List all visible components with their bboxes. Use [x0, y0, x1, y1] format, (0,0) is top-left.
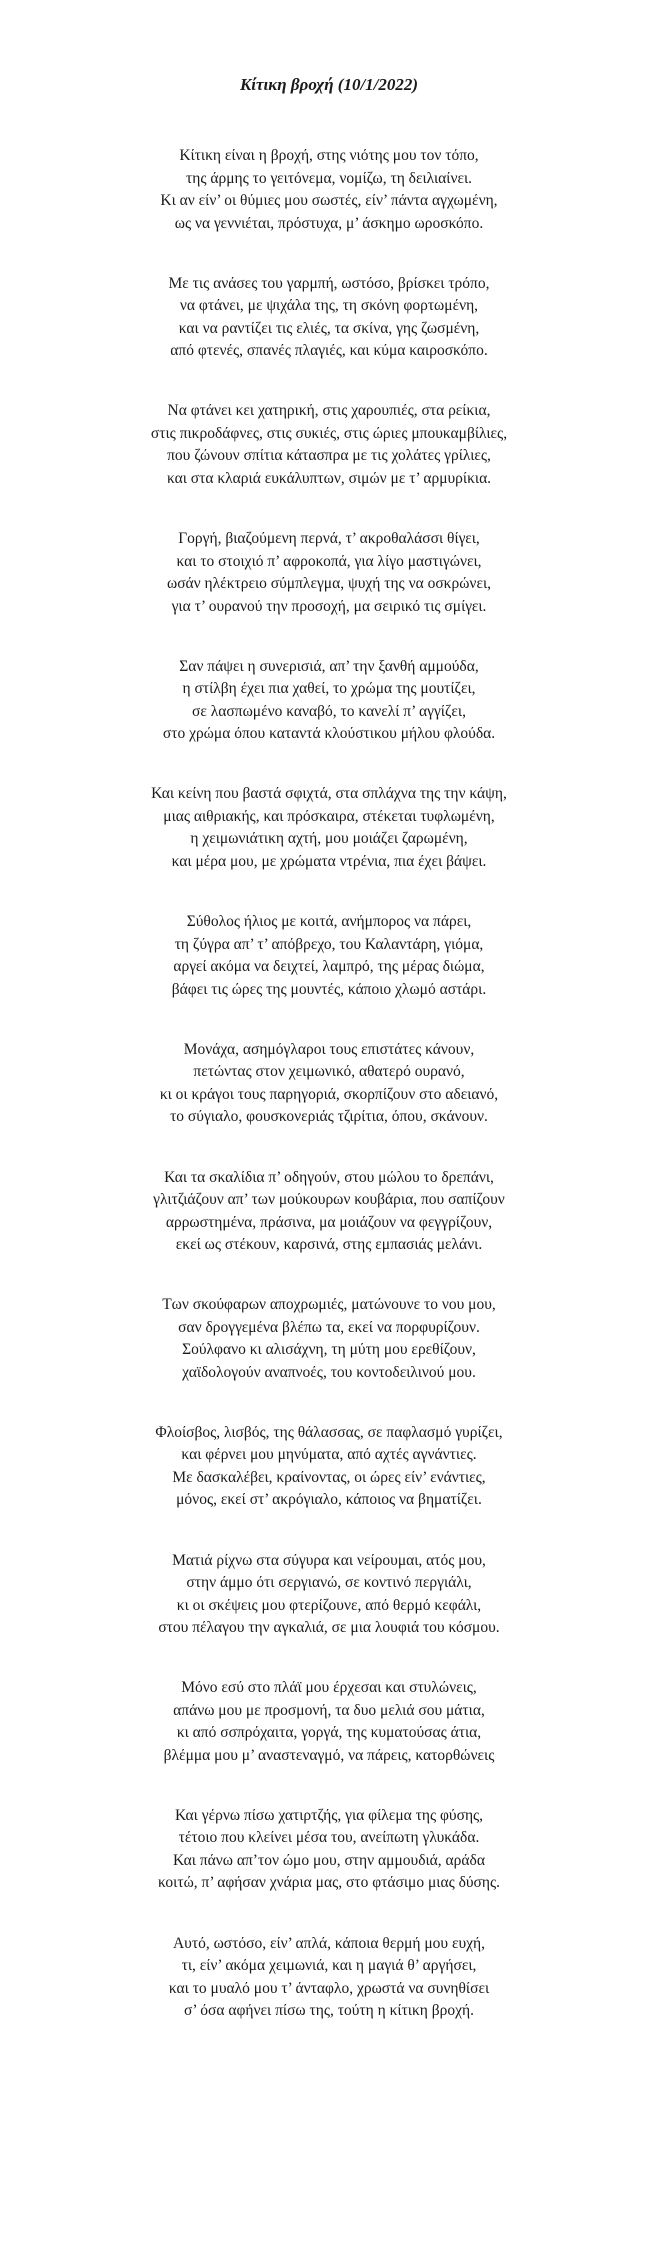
poem-line: πετώντας στον χειμωνικό, αθατερό ουρανό,: [193, 1063, 465, 1081]
poem-line: μόνος, εκεί στ’ ακρόγιαλο, κάποιος να βηματίζει.: [176, 1491, 482, 1509]
poem-line: να φτάνει, με ψιχάλα της, τη σκόνη φορτωμένη,: [179, 297, 479, 315]
poem-line: η χειμωνιάτικη αχτή, μου μοιάζει ζαρωμένη,: [190, 830, 468, 848]
stanza: [0, 1422, 658, 1512]
poem-line: στην άμμο ότι σεργιανώ, σε κοντινό περγιάλι,: [186, 1574, 472, 1592]
poem-line: Κίτικη είναι η βροχή, στης νιότης μου τον τόπο,: [179, 147, 479, 164]
stanza: [0, 1805, 658, 1895]
poem-line: κοιτώ, π’ αφήσαν χνάρια μας, στο φτάσιμο μιας δύσης.: [157, 1874, 501, 1892]
stanza: [0, 783, 658, 873]
poem-line: Φλοίσβος, λισβός, της θάλασσας, σε παφλασμό γυρίζει,: [155, 1423, 503, 1441]
stanza: [0, 400, 658, 490]
stanza: [0, 1677, 658, 1767]
poem-line: γλιτζιάζουν απ’ των μούκουρων κουβάρια, που σαπίζουν: [153, 1191, 505, 1208]
poem-line: αργεί ακόμα να δειχτεί, λαμπρό, της μέρας διώμα,: [173, 958, 485, 976]
poem-line: Και κείνη που βαστά σφιχτά, στα σπλάχνα της την κάψη,: [151, 785, 507, 803]
poem-line: Και τα σκαλίδια π’ οδηγούν, στου μώλου το δρεπάνι,: [164, 1168, 494, 1186]
poem-line: ως να γεννιέται, πρόστυχα, μ’ άσκημο ωροσκόπο.: [174, 214, 484, 232]
poem-line: βάφει τις ώρες της μουντές, κάποιο χλωμό αστάρι.: [171, 980, 487, 998]
poem-line: αρρωστημένα, πράσινα, μα μοιάζουν να φεγγρίζουν,: [165, 1213, 493, 1231]
poem-line: τέτοιο που κλείνει μέσα του, ανείπωτη γλυκάδα.: [178, 1829, 480, 1847]
poem-line: και να ραντίζει τις ελιές, τα σκίνα, γης ζωσμένη,: [178, 319, 480, 337]
poem-line: Και γέρνω πίσω χατιρτζής, για φίλεμα της φύσης,: [174, 1806, 484, 1824]
stanza: [0, 273, 658, 363]
poem-title: Κίτικη βροχή (10/1/2022): [239, 75, 419, 94]
poem-line: βλέμμα μου μ’ αναστεναγμό, να πάρεις, κατορθώνεις: [163, 1746, 495, 1764]
poem-line: Σούλφανο κι αλισάχνη, τη μύτη μου ερεθίζουν,: [182, 1341, 476, 1359]
poem-line: Με δασκαλέβει, κραίνοντας, οι ώρες είν’ ενάντιες,: [172, 1468, 486, 1486]
stanza: [0, 145, 658, 235]
poem-line: χαϊδολογούν αναπνοές, του κοντοδειλινού μου.: [182, 1363, 476, 1381]
poem-line: και το μυαλό μου τ’ άνταφλο, χρωστά να συνηθίσει: [168, 1979, 490, 1997]
poem-line: της άρμης το γειτόνεμα, νομίζω, τη δειλιαίνει.: [185, 169, 473, 187]
stanza: [0, 1039, 658, 1129]
stanza: [0, 528, 658, 618]
poem-line: Με τις ανάσες του γαρμπή, ωστόσο, βρίσκει τρόπο,: [168, 274, 490, 292]
poem-line: απάνω μου με προσμονή, τα δυο μελιά σου μάτια,: [173, 1701, 485, 1719]
poem-line: και μέρα μου, με χρώματα ντρένια, πια έχει βάψει.: [171, 852, 487, 870]
poem-line: Των σκούφαρων αποχρωμιές, ματώνουνε το νου μου,: [162, 1296, 496, 1314]
poem-line: Αυτό, ωστόσο, είν’ απλά, κάποια θερμή μου ευχή,: [172, 1934, 486, 1952]
poem-line: Και πάνω απ’τον ώμο μου, στην αμμουδιά, αράδα: [173, 1851, 485, 1869]
poem-line: το σύγιαλο, φουσκονεριάς τζιρίτια, όπου, σκάνουν.: [170, 1108, 488, 1126]
poem-line: κι από σσπρόχαιτα, γοργά, της κυματούσας άτια,: [176, 1724, 482, 1742]
poem-line: Μονάχα, ασημόγλαροι τους επιστάτες κάνουν,: [183, 1040, 475, 1058]
stanza: [0, 1550, 658, 1640]
poem-line: Σαν πάψει η συνερισιά, απ’ την ξανθή αμμούδα,: [179, 657, 479, 675]
poem-line: και φέρνει μου μηνύματα, από αχτές αγνάντιες.: [181, 1446, 477, 1464]
poem-line: σε λασπωμένο καναβό, το κανελί π’ αγγίζει,: [192, 702, 466, 720]
stanza: [0, 911, 658, 1001]
poem-line: Γοργή, βιαζούμενη περνά, τ’ ακροθαλάσσι θίγει,: [178, 530, 480, 548]
stanza: [0, 656, 658, 746]
poem-line: Μόνο εσύ στο πλάϊ μου έρχεσαι και στυλώνεις,: [181, 1679, 477, 1697]
poem-line: στις πικροδάφνες, στις συκιές, στις ώριες μπουκαμβίλιες,: [150, 424, 508, 442]
poem-line: σαν δρογγεμένα βλέπω τα, εκεί να πορφυρίζουν.: [178, 1318, 480, 1336]
poem-body: [0, 145, 658, 2060]
poem-line: και στα κλαριά ευκάλυπτων, σιμών με τ’ αρμυρίκια.: [166, 469, 492, 487]
poem-line: που ζώνουν σπίτια κάτασπρα με τις χολάτες γρίλιες,: [167, 447, 491, 465]
poem-line: κι οι κράγοι τους παρηγοριά, σκορπίζουν στο αδειανό,: [159, 1085, 499, 1103]
poem-line: από φτενές, σπανές πλαγιές, και κύμα καιροσκόπο.: [170, 342, 488, 360]
poem-line: Σύθολος ήλιος με κοιτά, ανήμπορος να πάρει,: [186, 913, 472, 931]
poem-line: Ματιά ρίχνω στα σύγυρα και νείρουμαι, ατός μου,: [172, 1551, 486, 1569]
poem-line: στου πέλαγου την αγκαλιά, σε μια λουφιά του κόσμου.: [158, 1619, 500, 1637]
stanza: [0, 1294, 658, 1384]
poem-line: εκεί ως στέκουν, καρσινά, στης εμπασιάς μελάνι.: [175, 1236, 483, 1253]
poem-line: και το στοιχιό π’ αφροκοπά, για λίγο μαστιγώνει,: [176, 552, 482, 570]
poem-line: τι, είν’ ακόμα χειμωνιά, και η μαγιά θ’ αργήσει,: [181, 1957, 477, 1975]
poem-line: στο χρώμα όπου καταντά κλούστικου μήλου φλούδα.: [162, 725, 496, 743]
stanza: [0, 1167, 658, 1257]
stanza: [0, 1933, 658, 2023]
poem-line: κι οι σκέψεις μου φτερίζουνε, από θερμό κεφάλι,: [176, 1596, 482, 1614]
poem-line: Κι αν είν’ οι θύμιες μου σωστές, είν’ πάντα αγχωμένη,: [160, 192, 498, 209]
poem-line: Να φτάνει κει χατηρική, στις χαρουπιές, στα ρείκια,: [167, 402, 491, 420]
poem-line: σ’ όσα αφήνει πίσω της, τούτη η κίτικη βροχή.: [184, 2002, 474, 2020]
poem-line: ωσάν ηλέκτρειο σύμπλεγμα, ψυχή της να οσκρώνει,: [167, 575, 491, 593]
poem-line: τη ζύγρα απ’ τ’ απόβρεχο, του Καλαντάρη, γιόμα,: [174, 935, 484, 953]
poem-line: μιας αιθριακής, και πρόσκαιρα, στέκεται τυφλωμένη,: [163, 807, 495, 825]
poem-line: για τ’ ουρανού την προσοχή, μα σειρικό τις σμίγει.: [171, 597, 487, 615]
poem-line: η στίλβη έχει πια χαθεί, το χρώμα της μουτίζει,: [182, 680, 476, 698]
